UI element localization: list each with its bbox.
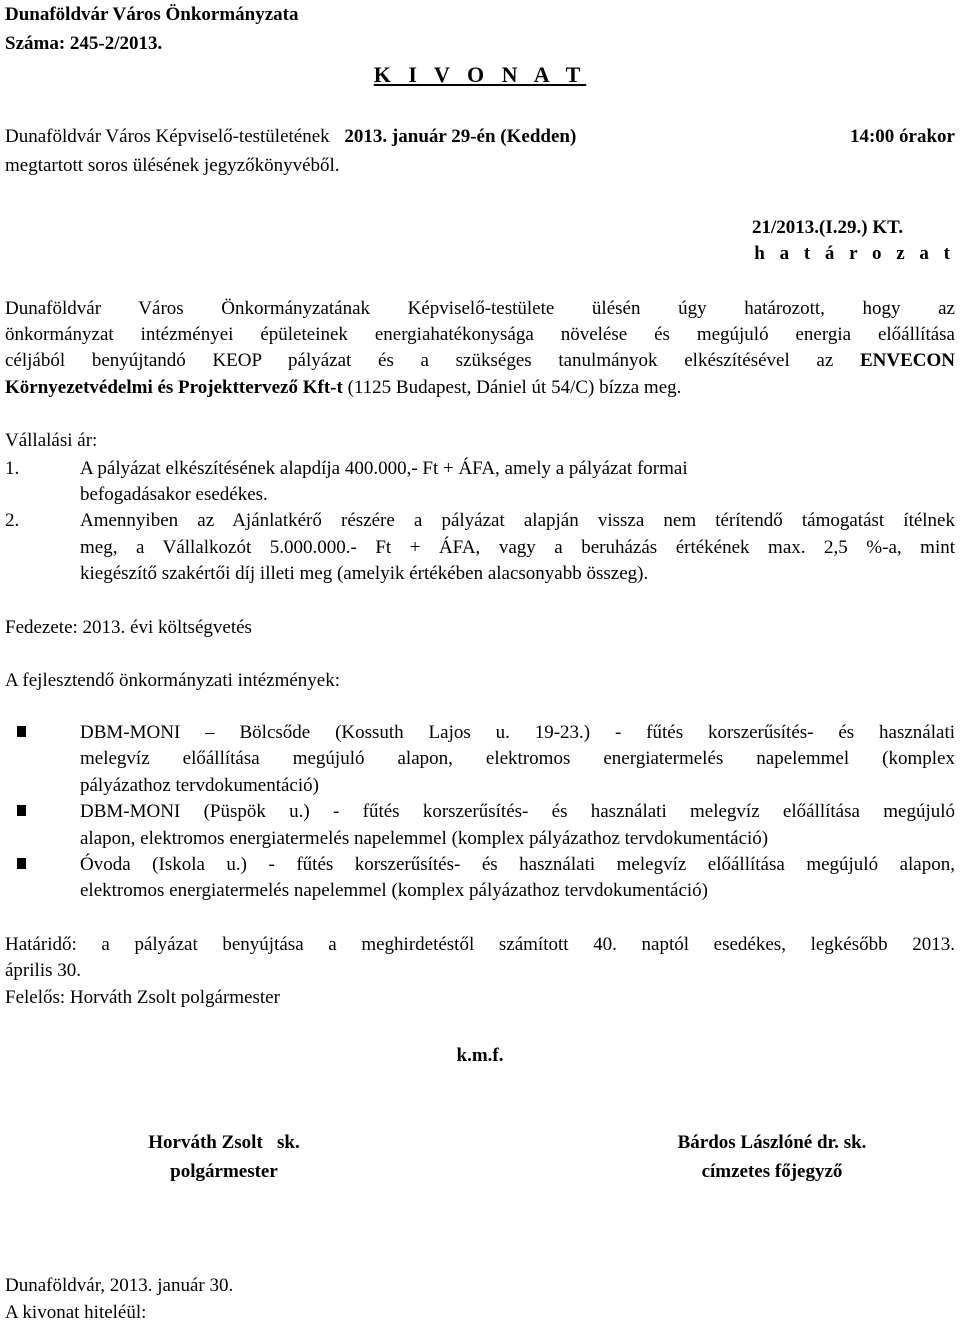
deadline-line-1: Határidő: a pályázat benyújtása a meghirdetéstől számított 40. naptól esedékes, legkésőbb 2013. (5, 934, 955, 955)
price-item-2-number: 2. (5, 510, 20, 531)
responsible: Felelős: Horváth Zsolt polgármester (5, 987, 280, 1008)
document-number: Száma: 245-2/2013. (5, 33, 163, 54)
institution-2-line-2: alapon, elektromos energiatermelés napelemmel (komplex pályázathoz tervdokumentáció) (80, 828, 769, 849)
resolution-text-4: Környezetvédelmi és Projekttervező Kft-t (1125 Budapest, Dániel út 54/C) bízza meg. (5, 377, 682, 398)
signature-right-name: Bárdos Lászlóné dr. sk. (677, 1132, 867, 1153)
intro-line-2: megtartott soros ülésének jegyzőkönyvéből. (5, 155, 340, 176)
footer-certification: A kivonat hiteléül: (5, 1302, 147, 1323)
institution-1-line-3: pályázathoz tervdokumentáció) (80, 775, 319, 796)
price-item-2-line-3: kiegészítő szakértői díj illeti meg (amelyik értékében alacsonyabb összeg). (80, 563, 649, 584)
intro-line-1: Dunaföldvár Város Képviselő-testületének 2013. január 29-én (Kedden) 14:00 órakor (5, 126, 955, 147)
document-title: K I V O N A T (373, 62, 587, 87)
funding: Fedezete: 2013. évi költségvetés (5, 617, 252, 638)
price-item-1-line-1: A pályázat elkészítésének alapdíja 400.000,- Ft + ÁFA, amely a pályázat formai (80, 458, 688, 479)
price-item-2-line-2: meg, a Vállalkozót 5.000.000.- Ft + ÁFA, vagy a beruházás értékének max. 2,5 %-a, mint (80, 537, 955, 558)
resolution-number: 21/2013.(I.29.) KT. (752, 217, 904, 238)
resolution-text-3: céljából benyújtandó KEOP pályázat és a szükséges tanulmányok elkészítésével az ENVECON (5, 350, 956, 371)
institution-3-line-2: elektromos energiatermelés napelemmel (komplex pályázathoz tervdokumentáció) (80, 880, 708, 901)
bullet-square-icon (17, 858, 26, 869)
footer-date: Dunaföldvár, 2013. január 30. (5, 1275, 234, 1296)
resolution-heading: h a t á r o z a t (754, 243, 955, 264)
institution-3-line-1: Óvoda (Iskola u.) - fűtés korszerűsítés- és használati melegvíz előállítása megújuló alapon, (80, 854, 955, 875)
org-name: Dunaföldvár Város Önkormányzata (5, 4, 299, 25)
price-item-2-line-1: Amennyiben az Ajánlatkérő részére a pályázat alapján vissza nem térítendő támogatást ítélnek (80, 510, 955, 531)
price-item-1-line-2: befogadásakor esedékes. (80, 484, 268, 505)
bullet-square-icon (17, 726, 26, 737)
institution-1-line-2: melegvíz előállítása megújuló alapon, elektromos energiatermelés napelemmel (komplex (80, 748, 955, 769)
institutions-heading: A fejlesztendő önkormányzati intézmények: (5, 670, 341, 691)
resolution-text-2: önkormányzat intézményei épületeinek energiahatékonysága növelése és megújuló energia előállítása (5, 324, 955, 345)
signature-left-name: Horváth Zsolt sk. (148, 1132, 300, 1153)
price-item-1-number: 1. (5, 458, 20, 479)
signature-right-title: címzetes főjegyző (701, 1161, 843, 1182)
institution-1-line-1: DBM-MONI – Bölcsőde (Kossuth Lajos u. 19-23.) - fűtés korszerűsítés- és használati (80, 722, 955, 743)
bullet-square-icon (17, 805, 26, 816)
price-label: Vállalási ár: (5, 430, 98, 451)
resolution-text-1: Dunaföldvár Város Önkormányzatának Képviselő-testülete ülésén úgy határozott, hogy az (5, 298, 955, 319)
signature-left-title: polgármester (170, 1161, 278, 1182)
institution-2-line-1: DBM-MONI (Püspök u.) - fűtés korszerűsítés- és használati melegvíz előállítása megújuló (80, 801, 955, 822)
deadline-line-2: április 30. (5, 960, 81, 981)
kmf: k.m.f. (456, 1045, 504, 1066)
